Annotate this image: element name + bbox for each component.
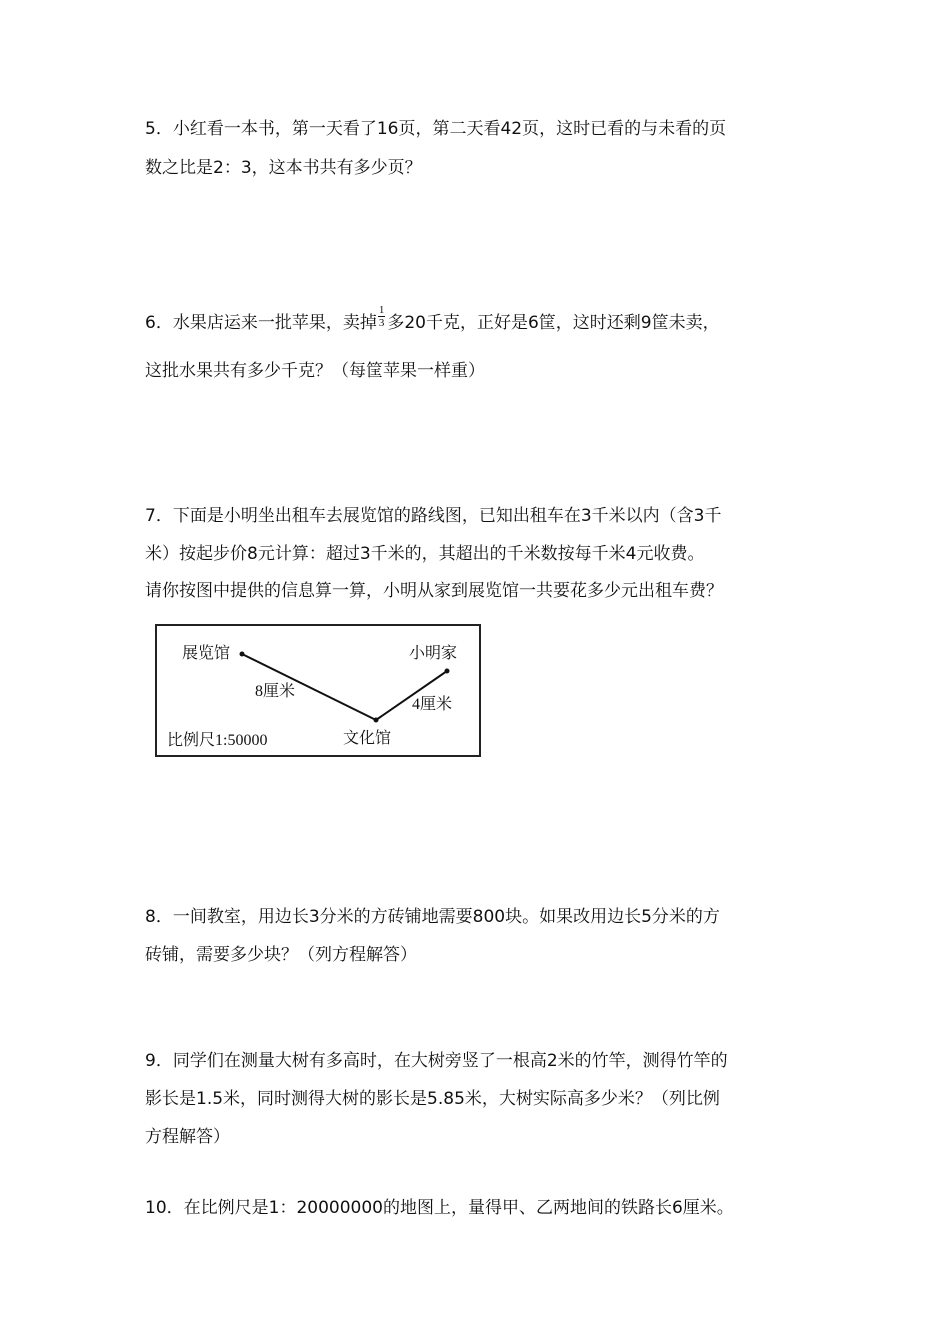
q9-line2: 影长是1.5米，同时测得大树的影长是5.85米，大树实际高多少米？（列比例 xyxy=(145,1089,720,1109)
label-home: 小明家 xyxy=(409,645,458,662)
q5-line1: 5．小红看一本书，第一天看了16页，第二天看42页，这时已看的与未看的页 xyxy=(145,119,727,139)
q8-line2: 砖铺，需要多少块？（列方程解答） xyxy=(145,945,417,965)
home-point xyxy=(445,669,450,674)
q6-line2: 这批水果共有多少千克？（每筐苹果一样重） xyxy=(145,361,485,381)
q6-fraction xyxy=(378,304,386,329)
exhibition-point xyxy=(240,652,245,657)
q8-line1: 8．一间教室，用边长3分米的方砖铺地需要800块。如果改用边长5分米的方 xyxy=(145,907,720,927)
q6-fraction-denominator: 3 xyxy=(378,316,385,329)
q10-line1: 10．在比例尺是1：20000000的地图上，量得甲、乙两地间的铁路长6厘米。 xyxy=(145,1198,734,1218)
route-diagram xyxy=(155,624,481,757)
q9-line3: 方程解答） xyxy=(145,1127,230,1147)
culture-point xyxy=(374,718,379,723)
q7-line2: 米）按起步价8元计算：超过3千米的，其超出的千米数按每千米4元收费。 xyxy=(145,544,705,564)
q6-line1-text-b: 多20千克，正好是6筐，这时还剩9筐未卖， xyxy=(387,313,720,333)
q6-line1 xyxy=(145,303,720,334)
q7-line1: 7．下面是小明坐出租车去展览馆的路线图，已知出租车在3千米以内（含3千 xyxy=(145,506,722,526)
q6-fraction-numerator: 1 xyxy=(378,303,385,316)
q6-line1-text-a: 6．水果店运来一批苹果，卖掉 xyxy=(145,313,377,333)
label-distance-8cm: 8厘米 xyxy=(255,683,296,700)
label-culture: 文化馆 xyxy=(343,730,392,747)
label-scale: 比例尺1:50000 xyxy=(167,732,268,749)
q5-line2: 数之比是2：3，这本书共有多少页？ xyxy=(145,158,422,178)
q9-line1: 9．同学们在测量大树有多高时，在大树旁竖了一根高2米的竹竿，测得竹竿的 xyxy=(145,1051,728,1071)
label-distance-4cm: 4厘米 xyxy=(412,696,453,713)
q7-line3: 请你按图中提供的信息算一算，小明从家到展览馆一共要花多少元出租车费？ xyxy=(145,581,723,601)
label-exhibition: 展览馆 xyxy=(182,645,231,662)
